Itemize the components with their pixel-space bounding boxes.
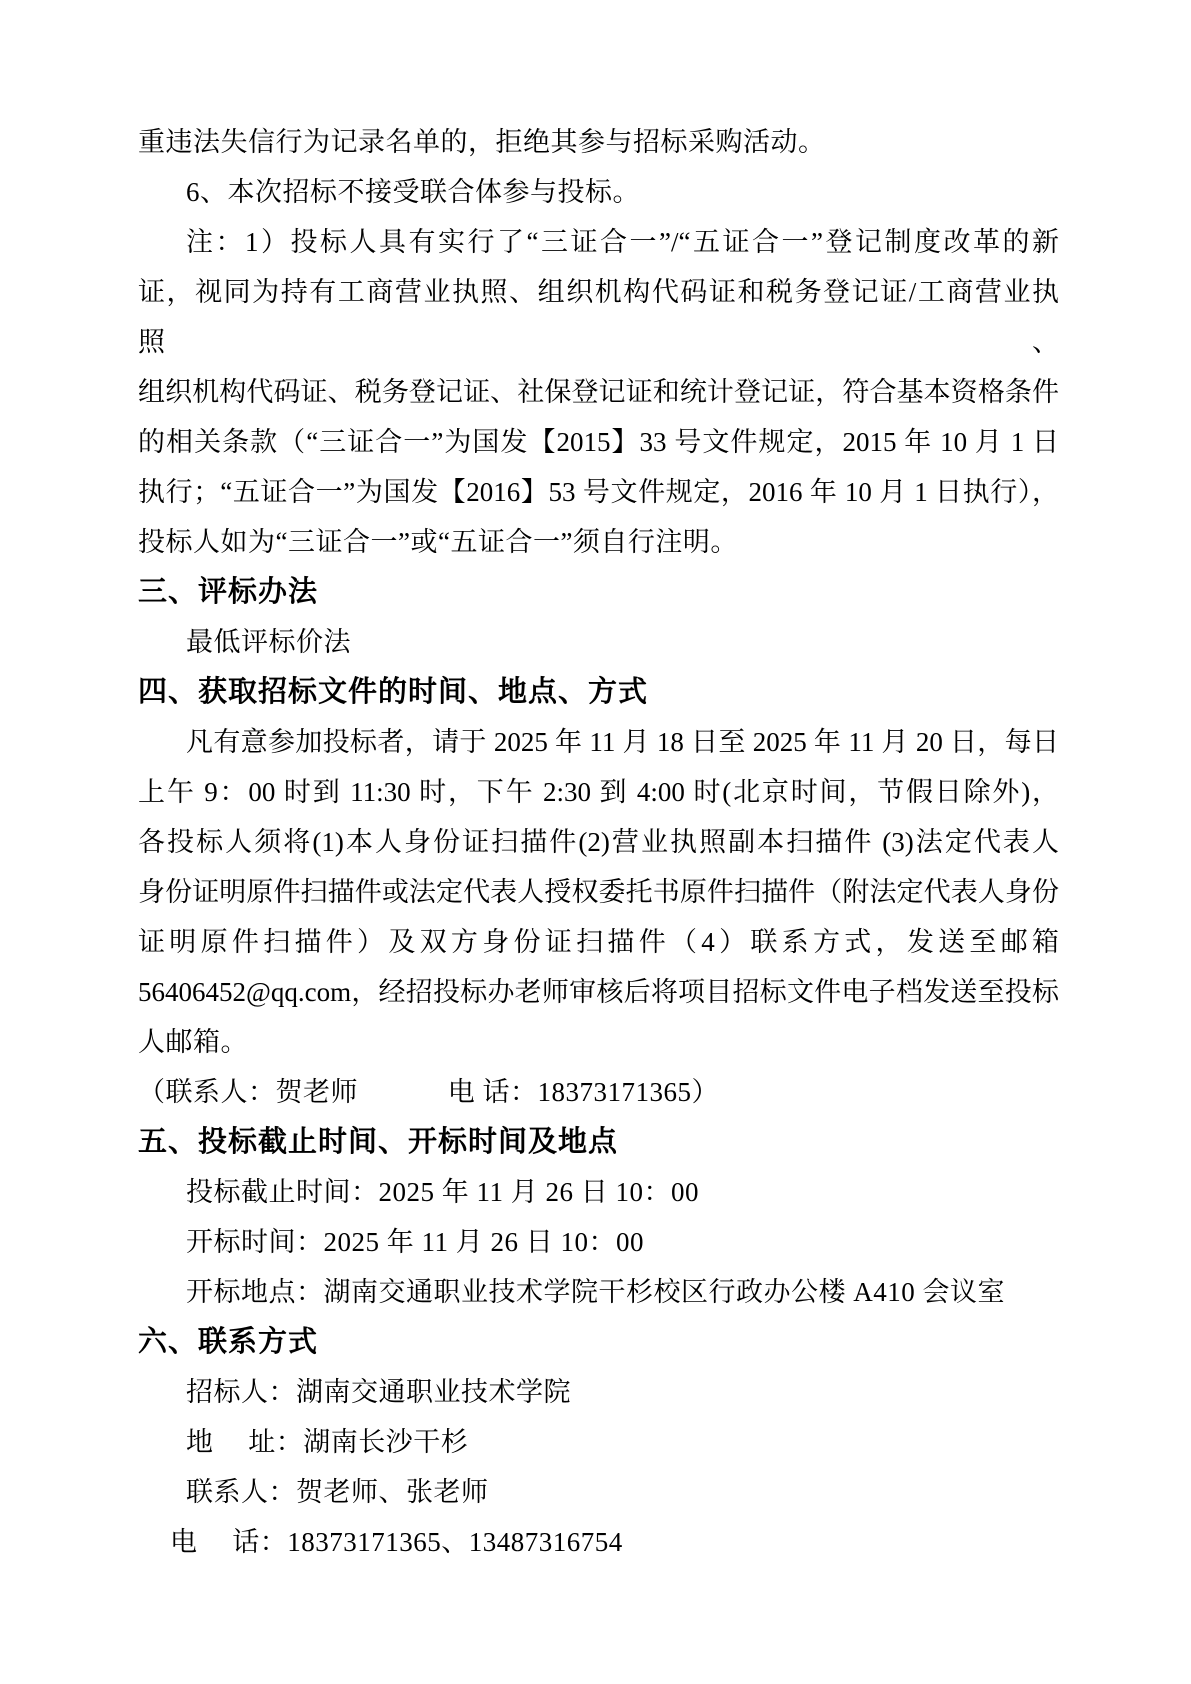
text-line: 人邮箱。 [138, 1027, 248, 1057]
text-line: 6、本次招标不接受联合体参与投标。 [186, 177, 640, 207]
text-line: 投标截止时间：2025 年 11 月 26 日 10：00 [186, 1177, 699, 1207]
section-heading: 四、获取招标文件的时间、地点、方式 [138, 676, 649, 708]
text-line: 证，视同为持有工商营业执照、组织机构代码证和税务登记证/工商营业执照、 [138, 277, 1059, 357]
document-body [138, 117, 1059, 1567]
text-line: 最低评标价法 [186, 627, 351, 657]
text-line: 凡有意参加投标者，请于 2025 年 11 月 18 日至 2025 年 11 月 20 日，每日 [186, 727, 1059, 757]
text-line: 重违法失信行为记录名单的，拒绝其参与招标采购活动。 [138, 127, 826, 157]
text-line: （联系人：贺老师 电 话：18373171365） [138, 1077, 719, 1107]
text-line: 电 话：18373171365、13487316754 [170, 1527, 623, 1557]
text-line: 联系人：贺老师、张老师 [186, 1477, 489, 1507]
text-line: 身份证明原件扫描件或法定代表人授权委托书原件扫描件（附法定代表人身份 [138, 877, 1059, 907]
text-line: 开标地点：湖南交通职业技术学院干杉校区行政办公楼 A410 会议室 [186, 1277, 1005, 1307]
section-heading: 六、联系方式 [138, 1326, 319, 1358]
text-line: 各投标人须将(1)本人身份证扫描件(2)营业执照副本扫描件 (3)法定代表人 [138, 827, 1059, 857]
section-heading: 五、投标截止时间、开标时间及地点 [138, 1126, 619, 1158]
section-heading: 三、评标办法 [138, 576, 319, 608]
text-line: 开标时间：2025 年 11 月 26 日 10：00 [186, 1227, 644, 1257]
text-line: 上午 9：00 时到 11:30 时，下午 2:30 到 4:00 时(北京时间，节假日除外)， [138, 777, 1059, 807]
text-line: 证明原件扫描件）及双方身份证扫描件（4）联系方式，发送至邮箱 [138, 927, 1059, 957]
text-line: 招标人：湖南交通职业技术学院 [186, 1377, 571, 1407]
text-line: 的相关条款（“三证合一”为国发【2015】33 号文件规定，2015 年 10 月 1 日 [138, 427, 1059, 457]
text-line: 组织机构代码证、税务登记证、社保登记证和统计登记证，符合基本资格条件 [138, 377, 1059, 407]
text-line: 投标人如为“三证合一”或“五证合一”须自行注明。 [138, 527, 738, 557]
text-line: 地 址：湖南长沙干杉 [186, 1427, 469, 1457]
text-line: 56406452@qq.com，经招投标办老师审核后将项目招标文件电子档发送至投标 [138, 977, 1059, 1007]
text-line: 注：1）投标人具有实行了“三证合一”/“五证合一”登记制度改革的新 [186, 227, 1059, 257]
text-line: 执行；“五证合一”为国发【2016】53 号文件规定，2016 年 10 月 1 日执行）， [138, 477, 1059, 507]
